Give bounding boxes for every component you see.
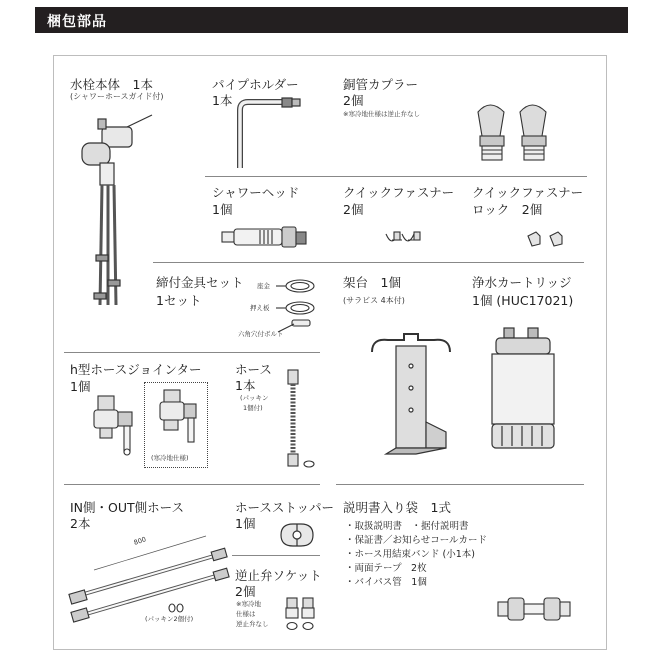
divider: [205, 176, 587, 177]
bypass-pipe-illustration: [496, 592, 572, 626]
hose-note-1: (パッキン: [240, 394, 269, 402]
pipe-holder-illustration: [232, 98, 312, 170]
pipe-holder-name: パイプホルダー: [212, 77, 299, 92]
section-title: 梱包部品: [47, 14, 107, 30]
manual-bag-item: ・バイパス管 1個: [345, 577, 427, 588]
quick-fastener-qty: 2個: [343, 202, 364, 217]
in-out-hose-note: (パッキン2個付): [145, 615, 194, 623]
in-out-hose-qty: 2本: [70, 516, 91, 531]
manual-bag-name: 説明書入り袋 1式: [343, 500, 451, 515]
fastening-set-name: 締付金具セット: [156, 275, 244, 290]
plate-label: 押え板: [250, 304, 270, 312]
in-out-hose-illustration: [64, 530, 234, 625]
in-out-hose-name: IN側・OUT側ホース: [70, 500, 185, 515]
quick-fastener-lock-qty: ロック 2個: [472, 202, 543, 217]
shower-head-name: シャワーヘッド: [212, 185, 300, 200]
coupler-qty: 2個: [343, 93, 364, 108]
coupler-note: ※寒冷地仕様は逆止弁なし: [343, 110, 420, 118]
shower-head-illustration: [220, 222, 310, 252]
manual-bag-item: ・保証書／お知らせコールカード: [345, 535, 488, 546]
hose-illustration: [284, 370, 318, 470]
hose-name: ホース: [235, 362, 272, 377]
divider: [64, 484, 320, 485]
divider: [153, 262, 584, 263]
divider: [336, 484, 584, 485]
coupler-illustration: [470, 98, 560, 166]
shower-head-qty: 1個: [212, 202, 233, 217]
stand-note: (サラビス 4本付): [343, 296, 405, 305]
washer-label: 座金: [257, 282, 270, 290]
hose-stopper-name: ホースストッパー: [235, 500, 335, 515]
bolt-label: 六角穴付ボルト: [238, 330, 284, 338]
check-valve-socket-illustration: [283, 596, 319, 634]
quick-fastener-name: クイックファスナー: [343, 185, 455, 200]
divider: [64, 352, 320, 353]
check-valve-note-1: ※寒冷地: [236, 600, 261, 608]
divider: [232, 555, 320, 556]
check-valve-socket-qty: 2個: [235, 584, 256, 599]
stand-name: 架台 1個: [343, 275, 401, 290]
stand-illustration: [366, 332, 456, 457]
manual-bag-item: ・両面テープ 2枚: [345, 563, 427, 574]
hose-stopper-illustration: [277, 522, 317, 548]
in-out-hose-dimension: 800: [132, 535, 148, 547]
h-jointer-cold-illustration: [150, 386, 206, 452]
faucet-note: (シャワーホースガイド付): [70, 92, 164, 101]
check-valve-socket-name: 逆止弁ソケット: [235, 568, 322, 583]
faucet-name: 水栓本体 1本: [70, 77, 153, 92]
cartridge-qty: 1個 (HUC17021): [472, 293, 574, 308]
pipe-holder-qty: 1本: [212, 93, 233, 108]
section-header: [35, 7, 628, 33]
manual-bag-item: ・取扱説明書 ・据付説明書: [345, 521, 469, 532]
cartridge-illustration: [488, 326, 558, 454]
faucet-illustration: [72, 105, 162, 310]
coupler-name: 銅管カプラー: [343, 77, 419, 92]
quick-fastener-lock-name: クイックファスナー: [472, 185, 584, 200]
h-jointer-qty: 1個: [70, 379, 91, 394]
cartridge-name: 浄水カートリッジ: [472, 275, 572, 290]
hose-qty: 1本: [235, 378, 256, 393]
check-valve-note-3: 逆止弁なし: [236, 620, 269, 628]
hose-stopper-qty: 1個: [235, 516, 256, 531]
h-jointer-name: h型ホースジョインター: [70, 362, 202, 377]
manual-bag-item: ・ホース用結束バンド (小1本): [345, 549, 476, 560]
quick-fastener-lock-illustration: [526, 230, 568, 248]
check-valve-note-2: 仕様は: [236, 610, 256, 618]
quick-fastener-illustration: [384, 230, 430, 250]
h-jointer-cold-note: (寒冷地仕様): [151, 454, 189, 462]
fastening-set-illustration: [278, 276, 328, 336]
h-jointer-illustration: [84, 392, 144, 457]
fastening-set-qty: 1セット: [156, 293, 202, 308]
hose-note-2: 1個付): [243, 404, 263, 412]
